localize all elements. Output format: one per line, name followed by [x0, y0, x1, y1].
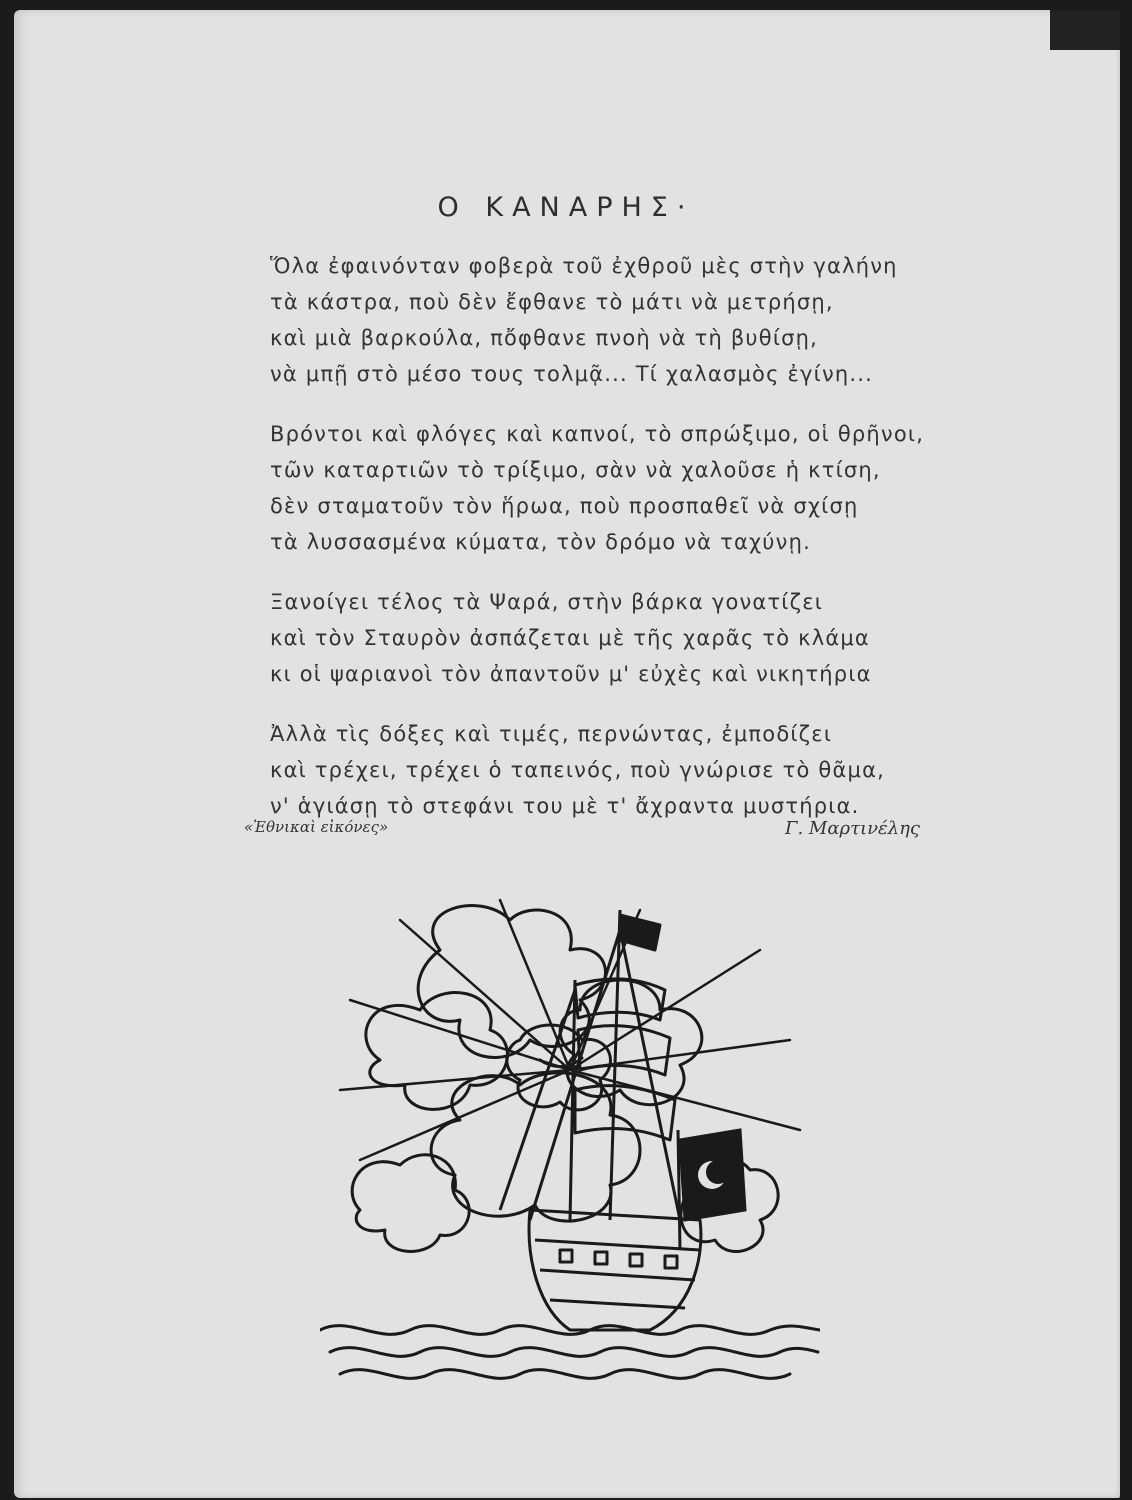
stanza-2: [270, 416, 1030, 560]
poem-line: καὶ τρέχει, τρέχει ὁ ταπεινός, ποὺ γνώρισε τὸ θᾶμα,: [270, 758, 885, 782]
poem-line: Βρόντοι καὶ φλόγες καὶ καπνοί, τὸ σπρώξιμο, οἱ θρῆνοι,: [270, 422, 925, 446]
stanza-1: [270, 248, 1030, 392]
page-corner-shadow: [1050, 10, 1120, 50]
stanza-4: [270, 716, 1030, 824]
poem-line: καὶ μιὰ βαρκούλα, πὄφθανε πνοὴ νὰ τὴ βυθίσῃ,: [270, 326, 819, 350]
poem-line: τὰ κάστρα, ποὺ δὲν ἔφθανε τὸ μάτι νὰ μετρήσῃ,: [270, 290, 834, 314]
poem-line: νὰ μπῇ στὸ μέσο τους τολμᾷ... Τί χαλασμὸς ἐγίνη...: [270, 362, 874, 386]
poem-source: «Ἐθνικαὶ εἰκόνες»: [244, 818, 389, 836]
poem-line: Ξανοίγει τέλος τὰ Ψαρά, στὴν βάρκα γονατίζει: [270, 590, 824, 614]
poem-line: Ἀλλὰ τὶς δόξες καὶ τιμές, περνώντας, ἐμποδίζει: [270, 722, 833, 746]
poem-line: κι οἱ ψαριανοὶ τὸν ἀπαντοῦν μ' εὐχὲς καὶ νικητήρια: [270, 662, 872, 686]
poem-body: [270, 248, 1030, 848]
poem-line: καὶ τὸν Σταυρὸν ἀσπάζεται μὲ τῆς χαρᾶς τὸ κλάμα: [270, 626, 870, 650]
poem-line: Ὅλα ἐφαινόνταν φοβερὰ τοῦ ἐχθροῦ μὲς στὴν γαλήνη: [270, 254, 898, 278]
sailing-ship-battle-engraving-icon: [320, 890, 820, 1390]
poem-line: τὰ λυσσασμένα κύματα, τὸν δρόμο νὰ ταχύνῃ.: [270, 530, 811, 554]
stanza-3: [270, 584, 1030, 692]
poem-line: ν' ἁγιάσῃ τὸ στεφάνι του μὲ τ' ἄχραντα μυστήρια.: [270, 794, 860, 818]
poem-line: τῶν καταρτιῶν τὸ τρίξιμο, σὰν νὰ χαλοῦσε ἡ κτίση,: [270, 458, 881, 482]
poem-title: Ο ΚΑΝΑΡΗΣ·: [437, 192, 695, 223]
poem-line: δὲν σταματοῦν τὸν ἥρωα, ποὺ προσπαθεῖ νὰ σχίσῃ: [270, 494, 859, 518]
poem-author: Γ. Μαρτινέλης: [785, 818, 920, 839]
